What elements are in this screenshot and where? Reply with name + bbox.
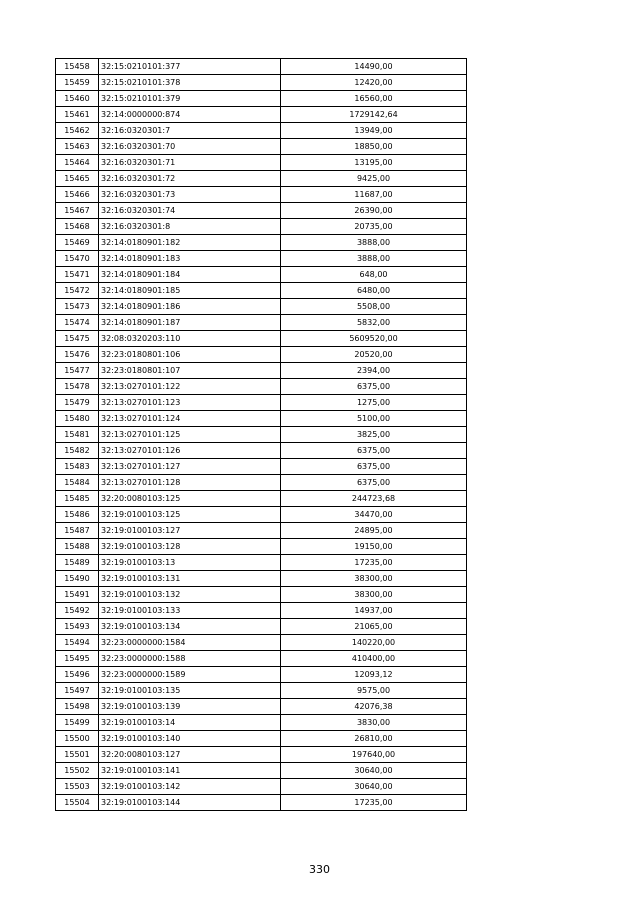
- value-cell: 410400,00: [281, 651, 467, 667]
- value-cell: 42076,38: [281, 699, 467, 715]
- table-row: [56, 491, 467, 507]
- value-cell: 6375,00: [281, 379, 467, 395]
- value-cell: 1729142,64: [281, 107, 467, 123]
- table-row: [56, 779, 467, 795]
- value-cell: 13949,00: [281, 123, 467, 139]
- cadastral-number-cell: 32:19:0100103:127: [99, 523, 281, 539]
- cadastral-number-cell: 32:20:0080103:127: [99, 747, 281, 763]
- row-number-cell: 15461: [56, 107, 99, 123]
- row-number-cell: 15470: [56, 251, 99, 267]
- row-number-cell: 15504: [56, 795, 99, 811]
- table-row: [56, 75, 467, 91]
- row-number-cell: 15472: [56, 283, 99, 299]
- row-number-cell: 15460: [56, 91, 99, 107]
- table-row: [56, 363, 467, 379]
- value-cell: 197640,00: [281, 747, 467, 763]
- row-number-cell: 15465: [56, 171, 99, 187]
- cadastral-number-cell: 32:13:0270101:123: [99, 395, 281, 411]
- value-cell: 20735,00: [281, 219, 467, 235]
- cadastral-number-cell: 32:23:0180801:107: [99, 363, 281, 379]
- table-row: [56, 347, 467, 363]
- value-cell: 6375,00: [281, 443, 467, 459]
- cadastral-number-cell: 32:13:0270101:125: [99, 427, 281, 443]
- value-cell: 17235,00: [281, 795, 467, 811]
- table-row: [56, 155, 467, 171]
- table-row: [56, 283, 467, 299]
- cadastral-number-cell: 32:19:0100103:131: [99, 571, 281, 587]
- cadastral-value-table: [55, 58, 467, 811]
- value-cell: 34470,00: [281, 507, 467, 523]
- cadastral-number-cell: 32:13:0270101:122: [99, 379, 281, 395]
- cadastral-number-cell: 32:14:0180901:184: [99, 267, 281, 283]
- value-cell: 6375,00: [281, 459, 467, 475]
- cadastral-number-cell: 32:14:0180901:187: [99, 315, 281, 331]
- cadastral-number-cell: 32:16:0320301:70: [99, 139, 281, 155]
- row-number-cell: 15463: [56, 139, 99, 155]
- row-number-cell: 15458: [56, 59, 99, 75]
- cadastral-number-cell: 32:14:0180901:186: [99, 299, 281, 315]
- cadastral-number-cell: 32:15:0210101:377: [99, 59, 281, 75]
- cadastral-number-cell: 32:14:0180901:185: [99, 283, 281, 299]
- value-cell: 5832,00: [281, 315, 467, 331]
- cadastral-number-cell: 32:16:0320301:73: [99, 187, 281, 203]
- table-row: [56, 555, 467, 571]
- cadastral-number-cell: 32:23:0180801:106: [99, 347, 281, 363]
- cadastral-number-cell: 32:14:0180901:183: [99, 251, 281, 267]
- table-row: [56, 139, 467, 155]
- cadastral-number-cell: 32:19:0100103:141: [99, 763, 281, 779]
- value-cell: 26810,00: [281, 731, 467, 747]
- value-cell: 12093,12: [281, 667, 467, 683]
- cadastral-number-cell: 32:13:0270101:124: [99, 411, 281, 427]
- value-cell: 20520,00: [281, 347, 467, 363]
- cadastral-number-cell: 32:15:0210101:378: [99, 75, 281, 91]
- row-number-cell: 15491: [56, 587, 99, 603]
- page-number: 330: [309, 863, 330, 876]
- row-number-cell: 15496: [56, 667, 99, 683]
- table-row: [56, 267, 467, 283]
- table-row: [56, 443, 467, 459]
- table-row: [56, 571, 467, 587]
- value-cell: 5100,00: [281, 411, 467, 427]
- value-cell: 1275,00: [281, 395, 467, 411]
- table-row: [56, 427, 467, 443]
- cadastral-number-cell: 32:19:0100103:134: [99, 619, 281, 635]
- cadastral-number-cell: 32:16:0320301:72: [99, 171, 281, 187]
- table-row: [56, 539, 467, 555]
- table-row: [56, 795, 467, 811]
- table-row: [56, 187, 467, 203]
- table-row: [56, 395, 467, 411]
- row-number-cell: 15474: [56, 315, 99, 331]
- table-row: [56, 523, 467, 539]
- value-cell: 17235,00: [281, 555, 467, 571]
- table-row: [56, 59, 467, 75]
- value-cell: 30640,00: [281, 763, 467, 779]
- table-row: [56, 747, 467, 763]
- table-row: [56, 235, 467, 251]
- cadastral-number-cell: 32:13:0270101:127: [99, 459, 281, 475]
- value-cell: 16560,00: [281, 91, 467, 107]
- row-number-cell: 15464: [56, 155, 99, 171]
- value-cell: 13195,00: [281, 155, 467, 171]
- cadastral-number-cell: 32:16:0320301:74: [99, 203, 281, 219]
- row-number-cell: 15484: [56, 475, 99, 491]
- row-number-cell: 15498: [56, 699, 99, 715]
- table-row: [56, 699, 467, 715]
- cadastral-number-cell: 32:19:0100103:139: [99, 699, 281, 715]
- row-number-cell: 15503: [56, 779, 99, 795]
- table-row: [56, 107, 467, 123]
- cadastral-number-cell: 32:14:0000000:874: [99, 107, 281, 123]
- cadastral-number-cell: 32:19:0100103:132: [99, 587, 281, 603]
- table-row: [56, 123, 467, 139]
- table-row: [56, 331, 467, 347]
- row-number-cell: 15475: [56, 331, 99, 347]
- table-row: [56, 683, 467, 699]
- cadastral-number-cell: 32:13:0270101:126: [99, 443, 281, 459]
- value-cell: 38300,00: [281, 571, 467, 587]
- row-number-cell: 15483: [56, 459, 99, 475]
- row-number-cell: 15477: [56, 363, 99, 379]
- table-row: [56, 299, 467, 315]
- value-cell: 3888,00: [281, 235, 467, 251]
- row-number-cell: 15500: [56, 731, 99, 747]
- row-number-cell: 15462: [56, 123, 99, 139]
- cadastral-number-cell: 32:16:0320301:7: [99, 123, 281, 139]
- row-number-cell: 15499: [56, 715, 99, 731]
- table-row: [56, 379, 467, 395]
- cadastral-number-cell: 32:23:0000000:1584: [99, 635, 281, 651]
- cadastral-number-cell: 32:19:0100103:142: [99, 779, 281, 795]
- value-cell: 21065,00: [281, 619, 467, 635]
- row-number-cell: 15487: [56, 523, 99, 539]
- value-cell: 24895,00: [281, 523, 467, 539]
- table-row: [56, 603, 467, 619]
- row-number-cell: 15490: [56, 571, 99, 587]
- value-cell: 19150,00: [281, 539, 467, 555]
- row-number-cell: 15482: [56, 443, 99, 459]
- table-row: [56, 411, 467, 427]
- table-row: [56, 667, 467, 683]
- row-number-cell: 15502: [56, 763, 99, 779]
- row-number-cell: 15479: [56, 395, 99, 411]
- cadastral-number-cell: 32:16:0320301:8: [99, 219, 281, 235]
- value-cell: 14937,00: [281, 603, 467, 619]
- table-row: [56, 219, 467, 235]
- value-cell: 12420,00: [281, 75, 467, 91]
- cadastral-number-cell: 32:19:0100103:14: [99, 715, 281, 731]
- table-row: [56, 763, 467, 779]
- row-number-cell: 15501: [56, 747, 99, 763]
- row-number-cell: 15489: [56, 555, 99, 571]
- table-row: [56, 251, 467, 267]
- table-row: [56, 715, 467, 731]
- value-cell: 244723,68: [281, 491, 467, 507]
- value-cell: 11687,00: [281, 187, 467, 203]
- value-cell: 140220,00: [281, 635, 467, 651]
- row-number-cell: 15488: [56, 539, 99, 555]
- value-cell: 3830,00: [281, 715, 467, 731]
- row-number-cell: 15492: [56, 603, 99, 619]
- row-number-cell: 15493: [56, 619, 99, 635]
- value-cell: 30640,00: [281, 779, 467, 795]
- row-number-cell: 15497: [56, 683, 99, 699]
- value-cell: 5609520,00: [281, 331, 467, 347]
- table-row: [56, 731, 467, 747]
- row-number-cell: 15473: [56, 299, 99, 315]
- row-number-cell: 15476: [56, 347, 99, 363]
- table-row: [56, 619, 467, 635]
- row-number-cell: 15466: [56, 187, 99, 203]
- table-row: [56, 171, 467, 187]
- cadastral-number-cell: 32:19:0100103:133: [99, 603, 281, 619]
- table-row: [56, 315, 467, 331]
- cadastral-number-cell: 32:19:0100103:135: [99, 683, 281, 699]
- value-cell: 3825,00: [281, 427, 467, 443]
- row-number-cell: 15480: [56, 411, 99, 427]
- value-cell: 6375,00: [281, 475, 467, 491]
- row-number-cell: 15495: [56, 651, 99, 667]
- row-number-cell: 15467: [56, 203, 99, 219]
- cadastral-number-cell: 32:19:0100103:144: [99, 795, 281, 811]
- cadastral-number-cell: 32:23:0000000:1588: [99, 651, 281, 667]
- table-row: [56, 91, 467, 107]
- cadastral-number-cell: 32:19:0100103:125: [99, 507, 281, 523]
- value-cell: 6480,00: [281, 283, 467, 299]
- cadastral-number-cell: 32:14:0180901:182: [99, 235, 281, 251]
- value-cell: 38300,00: [281, 587, 467, 603]
- cadastral-number-cell: 32:13:0270101:128: [99, 475, 281, 491]
- table-body: [56, 59, 467, 811]
- value-cell: 14490,00: [281, 59, 467, 75]
- cadastral-number-cell: 32:20:0080103:125: [99, 491, 281, 507]
- row-number-cell: 15478: [56, 379, 99, 395]
- value-cell: 9575,00: [281, 683, 467, 699]
- value-cell: 18850,00: [281, 139, 467, 155]
- row-number-cell: 15481: [56, 427, 99, 443]
- row-number-cell: 15459: [56, 75, 99, 91]
- table-row: [56, 507, 467, 523]
- cadastral-number-cell: 32:19:0100103:128: [99, 539, 281, 555]
- table-row: [56, 587, 467, 603]
- table-row: [56, 203, 467, 219]
- value-cell: 26390,00: [281, 203, 467, 219]
- row-number-cell: 15494: [56, 635, 99, 651]
- value-cell: 3888,00: [281, 251, 467, 267]
- row-number-cell: 15469: [56, 235, 99, 251]
- cadastral-number-cell: 32:23:0000000:1589: [99, 667, 281, 683]
- table-row: [56, 651, 467, 667]
- row-number-cell: 15471: [56, 267, 99, 283]
- value-cell: 5508,00: [281, 299, 467, 315]
- table-row: [56, 459, 467, 475]
- value-cell: 2394,00: [281, 363, 467, 379]
- row-number-cell: 15468: [56, 219, 99, 235]
- table-row: [56, 635, 467, 651]
- cadastral-number-cell: 32:19:0100103:140: [99, 731, 281, 747]
- table-row: [56, 475, 467, 491]
- value-cell: 648,00: [281, 267, 467, 283]
- value-cell: 9425,00: [281, 171, 467, 187]
- row-number-cell: 15485: [56, 491, 99, 507]
- cadastral-number-cell: 32:08:0320203:110: [99, 331, 281, 347]
- cadastral-number-cell: 32:19:0100103:13: [99, 555, 281, 571]
- cadastral-number-cell: 32:15:0210101:379: [99, 91, 281, 107]
- cadastral-number-cell: 32:16:0320301:71: [99, 155, 281, 171]
- row-number-cell: 15486: [56, 507, 99, 523]
